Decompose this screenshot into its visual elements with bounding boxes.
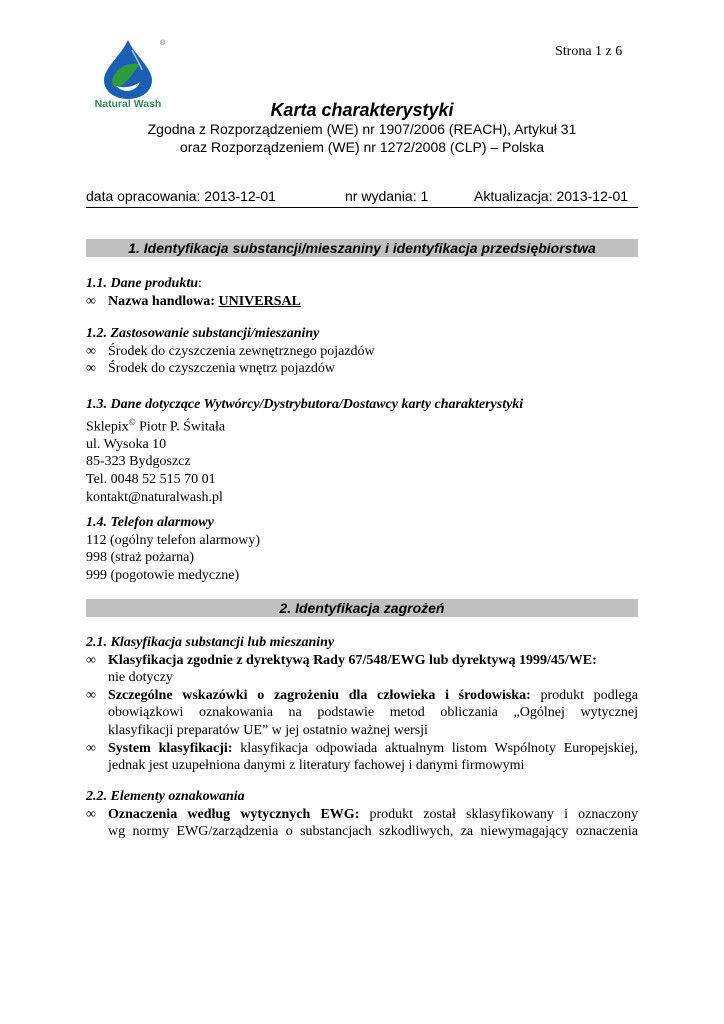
- section-1-3: [86, 396, 638, 506]
- labelling-text: wg normy EWG/zarządzenia o substancjach szkodliwych, za niewymagający oznaczenia: [108, 824, 638, 840]
- list-item-text: Środek do czyszczenia wnętrz pojazdów: [108, 361, 336, 377]
- subsection-heading: 2.2. Elementy oznakowania: [86, 789, 245, 804]
- list-item: [86, 360, 638, 378]
- company-name: [86, 414, 638, 436]
- emergency-line: 998 (straż pożarna): [86, 550, 195, 566]
- bullet-icon: ∞: [86, 740, 96, 756]
- list-item: [86, 652, 638, 687]
- subsection-heading: 1.4. Telefon alarmowy: [86, 515, 214, 530]
- list-item: [86, 293, 638, 311]
- hazard-notes-text: klasyfikacji preparatów UE” w jej ostatnio ważnej wersji: [108, 722, 428, 738]
- classification-label: Klasyfikacja zgodnie z dyrektywą Rady 67/548/EWG lub dyrektywą 1999/45/WE:: [108, 652, 597, 668]
- emergency-line: 999 (pogotowie medyczne): [86, 567, 240, 583]
- colon: :: [198, 276, 202, 291]
- section-1-2: [86, 325, 638, 378]
- section-2-1: [86, 634, 638, 775]
- list-item: [86, 806, 638, 841]
- bullet-icon: ∞: [86, 293, 96, 309]
- bullet-icon: ∞: [86, 806, 96, 822]
- subsection-heading: 1.2. Zastosowanie substancji/mieszaniny: [86, 326, 320, 341]
- list-item: [86, 687, 638, 740]
- company-name-text: Sklepix: [86, 419, 129, 435]
- hazard-notes-text: obowiązkowi oznakowania na podstawie metod obliczania „Ogólnej wytycznej: [108, 705, 638, 721]
- document-title: Karta charakterystyki: [270, 100, 454, 120]
- section-2-header: 2. Identyfikacja zagrożeń: [86, 599, 638, 617]
- edition-number: nr wydania: 1: [345, 188, 429, 204]
- list-item-text: Środek do czyszczenia zewnętrznego pojazdów: [108, 343, 375, 359]
- classification-system-text: klasyfikacja odpowiada aktualnym listom Wspólnoty Europejskiej,: [232, 740, 638, 756]
- classification-system-label: System klasyfikacji:: [108, 740, 233, 756]
- document-subtitle-2: oraz Rozporządzeniem (WE) nr 1272/2008 (CLP) – Polska: [179, 139, 545, 155]
- subsection-heading: 1.3. Dane dotyczące Wytwórcy/Dystrybutora/Dostawcy karty charakterystyki: [86, 397, 524, 412]
- document-subtitle-1: Zgodna z Rozporządzeniem (WE) nr 1907/2006 (REACH), Artykuł 31: [147, 121, 577, 137]
- street-address: ul. Wysoka 10: [86, 436, 167, 452]
- section-1-1: [86, 275, 638, 310]
- trade-name-label: Nazwa handlowa:: [108, 293, 219, 309]
- page-number: Strona 1 z 6: [555, 44, 623, 59]
- hazard-notes-text: produkt podlega: [530, 687, 638, 703]
- emergency-line: 112 (ogólny telefon alarmowy): [86, 532, 261, 548]
- logo-text: Natural Wash: [94, 98, 162, 110]
- section-1-header: 1. Identyfikacja substancji/mieszaniny i identyfikacja przedsiębiorstwa: [86, 239, 638, 257]
- copyright-mark: ©: [128, 416, 136, 427]
- labelling-text: produkt został sklasyfikowany i oznaczony: [359, 806, 638, 822]
- email-address: kontakt@naturalwash.pl: [86, 489, 223, 505]
- subsection-heading: 1.1. Dane produktu: [86, 276, 199, 291]
- hazard-notes-label: Szczególne wskazówki o zagrożeniu dla człowieka i środowiska:: [108, 687, 531, 703]
- list-item: [86, 740, 638, 775]
- trade-name-value: UNIVERSAL: [218, 293, 301, 309]
- bullet-icon: ∞: [86, 652, 96, 668]
- bullet-icon: ∞: [86, 687, 96, 703]
- water-drop-logo-icon: [82, 38, 174, 100]
- bullet-icon: ∞: [86, 343, 96, 359]
- labelling-label: Oznaczenia według wytycznych EWG:: [108, 806, 360, 822]
- bullet-icon: ∞: [86, 361, 96, 377]
- preparation-date: data opracowania: 2013-12-01: [86, 188, 276, 204]
- city-address: 85-323 Bydgoszcz: [86, 454, 191, 470]
- classification-text: nie dotyczy: [108, 670, 173, 686]
- section-2-2: [86, 788, 638, 841]
- phone-number: Tel. 0048 52 515 70 01: [86, 472, 216, 488]
- registered-mark: ®: [160, 40, 166, 47]
- company-owner: Piotr P. Świtała: [135, 419, 226, 435]
- list-item: [86, 343, 638, 361]
- update-date: Aktualizacja: 2013-12-01: [474, 188, 629, 204]
- classification-system-text: jednak jest uzupełniona danymi z literatury fachowej i danymi firmowymi: [108, 758, 525, 774]
- document-meta-row: [86, 188, 638, 208]
- section-1-4: [86, 514, 638, 584]
- subsection-heading: 2.1. Klasyfikacja substancji lub mieszaniny: [86, 635, 335, 650]
